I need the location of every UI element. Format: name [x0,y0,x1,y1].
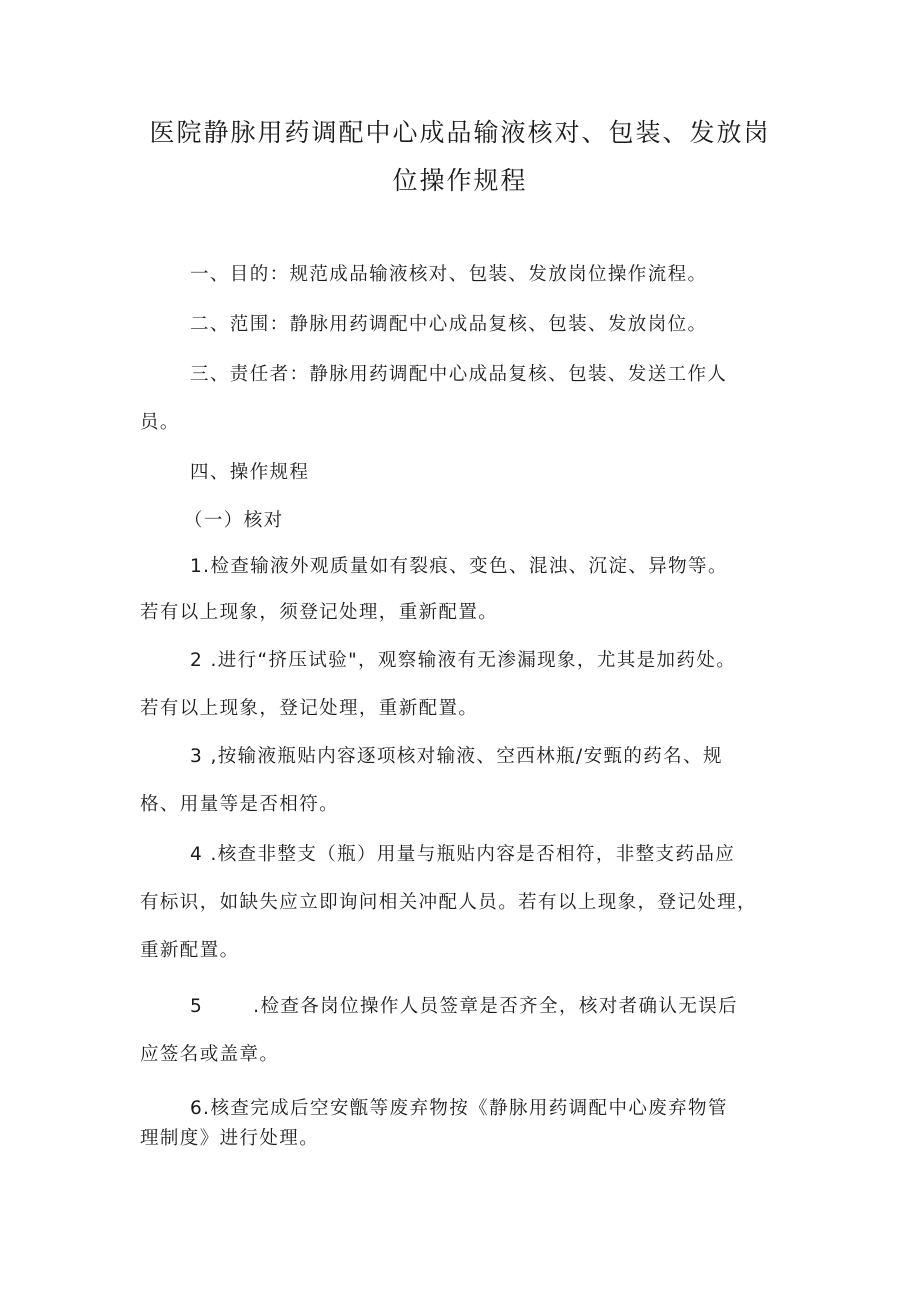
item-5-text: .检查各岗位操作人员签章是否齐全，核对者确认无误后 [253,996,739,1017]
document-title-line-2: 位操作规程 [392,166,528,195]
item-5-line-2: 应签名或盖章。 [140,1044,280,1065]
item-5-line-1 [190,998,738,1017]
item-6-line-2: 理制度》进行处理。 [140,1128,320,1149]
document-title-line-1: 医院静脉用药调配中心成品输液核对、包装、发放岗 [149,118,771,147]
item-4-line-3: 重新配置。 [140,940,240,961]
item-3-line-1: 3 ,按输液瓶贴内容逐项核对输液、空西林瓶/安甄的药名、规 [190,746,723,767]
item-4-line-1: 4 .核查非整支（瓶）用量与瓶贴内容是否相符，非整支药品应 [190,844,736,865]
purpose-paragraph: 一、目的：规范成品输液核对、包装、发放岗位操作流程。 [190,264,708,285]
responsible-paragraph-line-2: 员。 [140,412,180,433]
item-4-line-2: 有标识，如缺失应立即询问相关冲配人员。若有以上现象，登记处理， [140,892,757,913]
item-2-line-2: 若有以上现象，登记处理，重新配置。 [140,698,479,719]
item-5-number: 5 [190,996,204,1017]
item-1-line-1: 1.检查输液外观质量如有裂痕、变色、混浊、沉淀、异物等。 [190,556,728,577]
section-check-heading: （一）核对 [184,510,284,531]
item-2-line-1: 2 .进行“挤压试验"，观察输液有无渗漏现象，尤其是加药处。 [190,650,737,671]
responsible-paragraph-line-1: 三、责任者：静脉用药调配中心成品复核、包装、发送工作人 [190,364,728,385]
scope-paragraph: 二、范围：静脉用药调配中心成品复核、包装、发放岗位。 [190,314,708,335]
item-3-line-2: 格、用量等是否相符。 [140,794,340,815]
procedure-heading: 四、操作规程 [190,462,310,483]
item-1-line-2: 若有以上现象，须登记处理，重新配置。 [140,602,499,623]
item-6-line-1: 6.核查完成后空安甑等废弃物按《静脉用药调配中心废弃物管 [190,1098,728,1119]
